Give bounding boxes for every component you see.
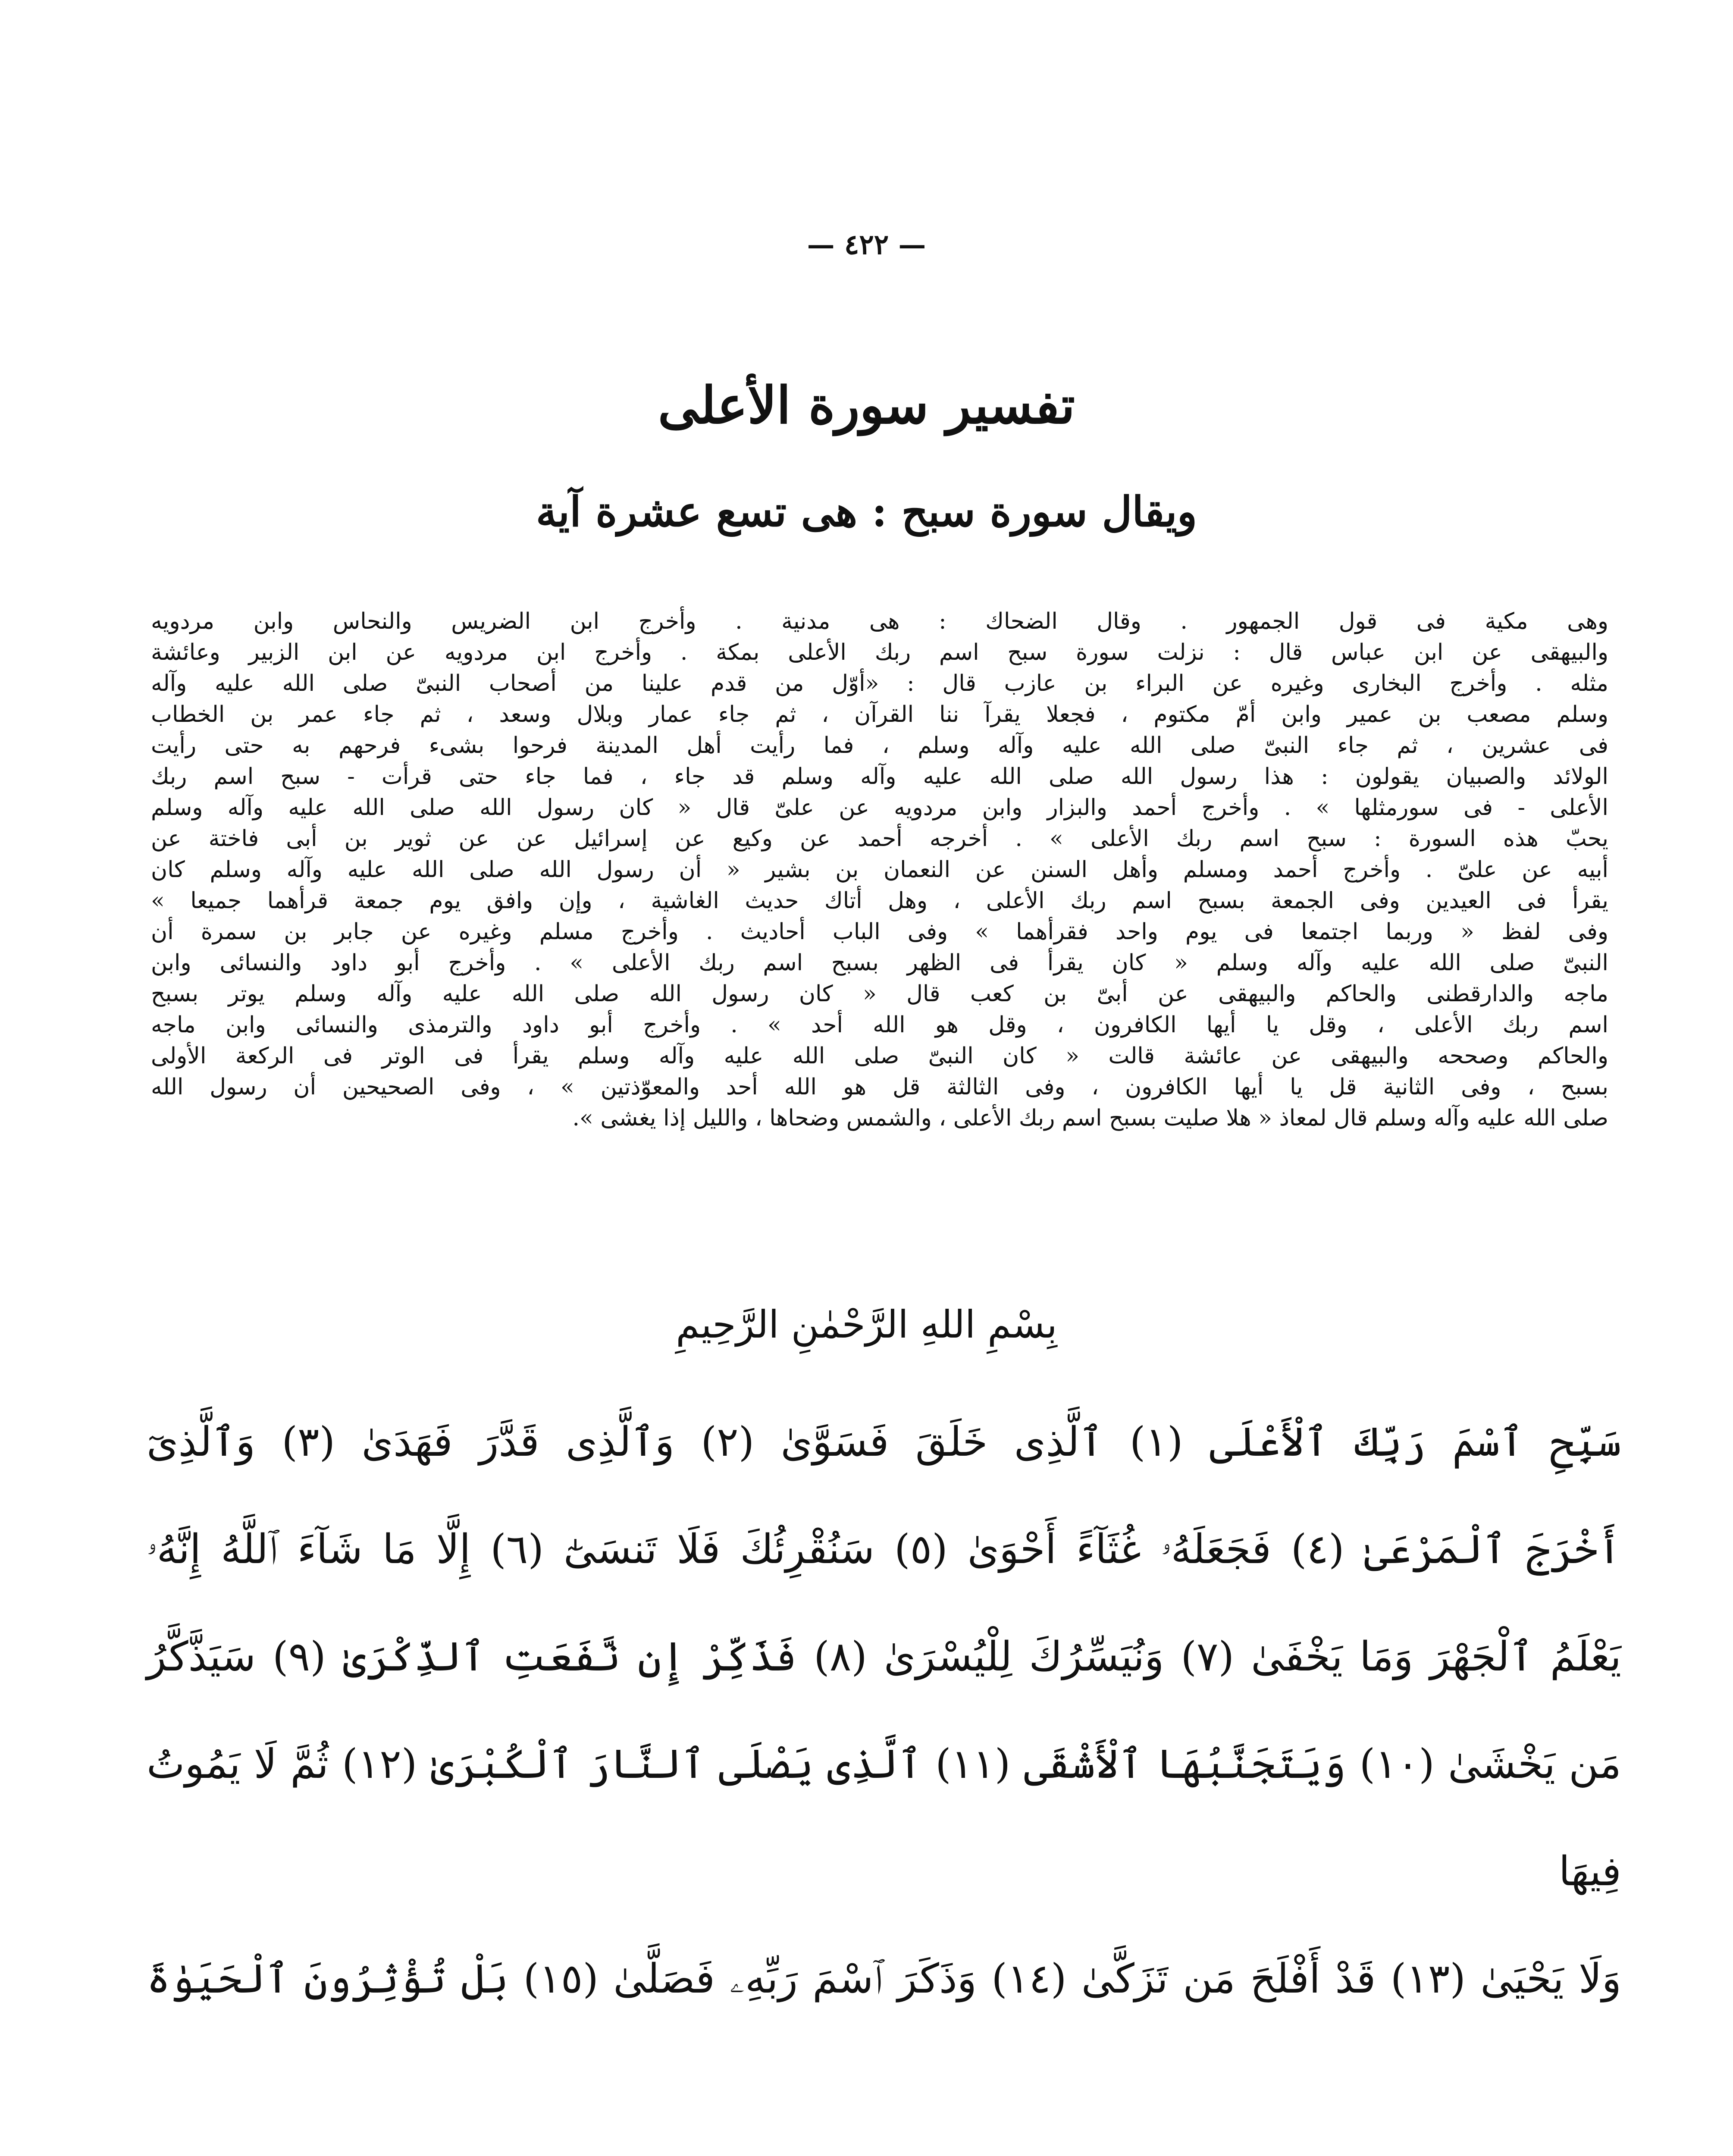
text-line: والبيهقى عن ابن عباس قال : نزلت سورة سبح اسم ربك الأعلى بمكة . وأخرج ابن مردويه عن ابن الزبير وعائشة bbox=[151, 639, 1608, 665]
text-line: بسبح ، وفى الثانية قل يا أيها الكافرون ، وفى الثالثة قل هو الله أحد والمعوّذتين » ، وفى الصحيحين أن رسول الله bbox=[151, 1074, 1608, 1100]
text-line: وفى لفظ « وربما اجتمعا فى يوم واحد فقرأهما » وفى الباب أحاديث . وأخرج مسلم وغيره عن جابر بن سمرة أن bbox=[151, 919, 1608, 945]
verse-line: مَن يَخْشَىٰ (١٠) وَيَتَجَنَّبُهَا ٱلْأَشْقَى (١١) ٱلَّذِى يَصْلَى ٱلنَّارَ ٱلْكُبْرَىٰ (١٢) ثُمَّ لَا يَمُوتُ فِيهَا bbox=[147, 1741, 1621, 1895]
intro-paragraph bbox=[151, 606, 1608, 1134]
text-line: ماجه والدارقطنى والحاكم والبيهقى عن أبىّ بن كعب قال « كان رسول الله صلى الله عليه وآله وسلم يوتر بسبح bbox=[151, 981, 1608, 1007]
verse-line: سَبِّحِ ٱسْمَ رَبِّكَ ٱلْأَعْلَى (١) ٱلَّذِى خَلَقَ فَسَوَّىٰ (٢) وَٱلَّذِى قَدَّرَ فَهَدَىٰ (٣) وَٱلَّذِىٓ bbox=[147, 1419, 1621, 1466]
text-line: يقرأ فى العيدين وفى الجمعة بسبح اسم ربك الأعلى ، وهل أتاك حديث الغاشية ، وإن وافق يوم جمعة قرأهما جميعا » bbox=[151, 888, 1608, 914]
surah-subtitle: ويقال سورة سبح : هى تسع عشرة آية bbox=[536, 487, 1197, 536]
bismillah: بِسْمِ اللهِ الرَّحْمٰنِ الرَّحِيمِ bbox=[676, 1302, 1057, 1347]
text-line: صلى الله عليه وآله وسلم قال لمعاذ « هلا صليت بسبح اسم ربك الأعلى ، والشمس وضحاها ، والليل إذا يغشى ». bbox=[572, 1105, 1608, 1131]
text-line: أبيه عن علىّ . وأخرج أحمد ومسلم وأهل السنن عن النعمان بن بشير « أن رسول الله صلى الله عليه وآله وسلم كان bbox=[151, 857, 1608, 883]
page-number: — ٤٢٢ — bbox=[807, 229, 926, 261]
quran-verses bbox=[147, 1388, 1621, 2033]
verse-line: يَعْلَمُ ٱلْجَهْرَ وَمَا يَخْفَىٰ (٧) وَنُيَسِّرُكَ لِلْيُسْرَىٰ (٨) فَذَكِّرْ إِن نَّفَعَتِ ٱلذِّكْرَىٰ (٩) سَيَذَّكَّرُ bbox=[147, 1633, 1621, 1680]
surah-title: تفسير سورة الأعلى bbox=[658, 375, 1075, 435]
text-line: وهى مكية فى قول الجمهور . وقال الضحاك : هى مدنية . وأخرج ابن الضريس والنحاس وابن مردويه bbox=[151, 608, 1608, 634]
text-line: الأعلى - فى سورمثلها » . وأخرج أحمد والبزار وابن مردويه عن علىّ قال « كان رسول الله صلى الله عليه وآله وسلم bbox=[151, 795, 1608, 821]
text-line: والحاكم وصححه والبيهقى عن عائشة قالت « كان النبىّ صلى الله عليه وآله وسلم يقرأ فى الوتر فى الركعة الأولى bbox=[151, 1043, 1608, 1069]
text-line: النبىّ صلى الله عليه وآله وسلم « كان يقرأ فى الظهر بسبح اسم ربك الأعلى » . وأخرج أبو داود والنسائى وابن bbox=[151, 950, 1608, 976]
verse-line: أَخْرَجَ ٱلْمَرْعَىٰ (٤) فَجَعَلَهُۥ غُثَآءً أَحْوَىٰ (٥) سَنُقْرِئُكَ فَلَا تَنسَىٰٓ (٦) إِلَّا مَا شَآءَ ٱللَّهُ إِنَّهُۥ bbox=[147, 1526, 1622, 1573]
text-line: يحبّ هذه السورة : سبح اسم ربك الأعلى » . أخرجه أحمد عن وكيع عن إسرائيل عن عن ثوير بن أبى فاختة عن bbox=[151, 826, 1608, 852]
text-line: مثله . وأخرج البخارى وغيره عن البراء بن عازب قال : «أوّل من قدم علينا من أصحاب النبىّ صلى الله عليه وآله bbox=[151, 671, 1608, 696]
verse-line: وَلَا يَحْيَىٰ (١٣) قَدْ أَفْلَحَ مَن تَزَكَّىٰ (١٤) وَذَكَرَ ٱسْمَ رَبِّهِۦ فَصَلَّىٰ (١٥) بَلْ تُؤْثِرُونَ ٱلْحَيَوٰةَ bbox=[147, 1955, 1621, 2002]
text-line: وسلم مصعب بن عمير وابن أمّ مكتوم ، فجعلا يقرآ ننا القرآن ، ثم جاء عمار وبلال وسعد ، ثم جاء عمر بن الخطاب bbox=[151, 702, 1608, 727]
text-line: الولائد والصبيان يقولون : هذا رسول الله صلى الله عليه وآله وسلم قد جاء ، فما جاء حتى قرأت - سبح اسم ربك bbox=[151, 764, 1608, 790]
text-line: اسم ربك الأعلى ، وقل يا أيها الكافرون ، وقل هو الله أحد » . وأخرج أبو داود والترمذى والنسائى وابن ماجه bbox=[151, 1012, 1608, 1038]
text-line: فى عشرين ، ثم جاء النبىّ صلى الله عليه وآله وسلم ، فما رأيت أهل المدينة فرحوا بشىء فرحهم به حتى رأيت bbox=[151, 733, 1608, 758]
